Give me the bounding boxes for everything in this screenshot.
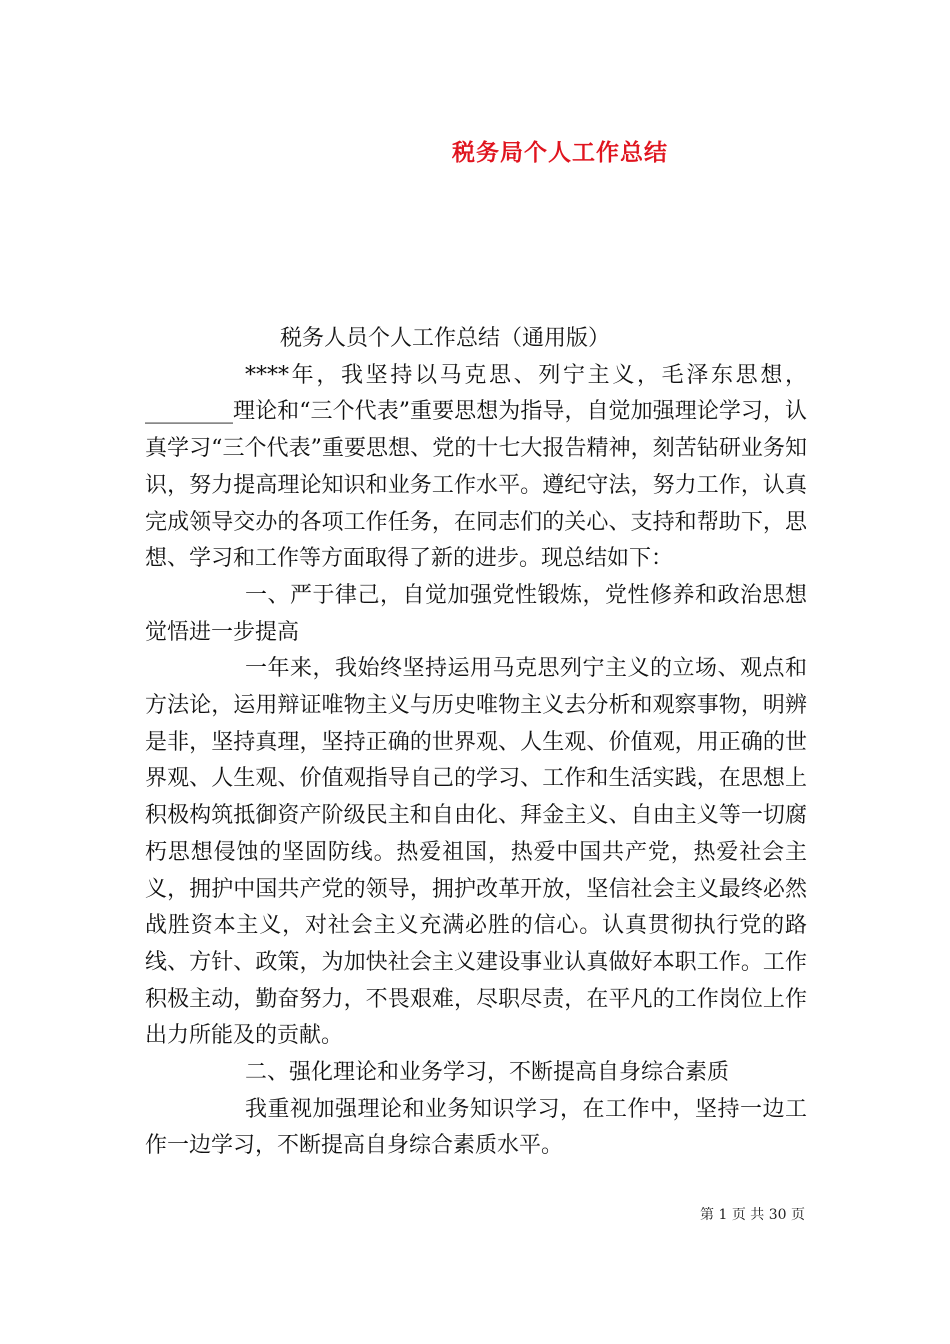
paragraph-section-2: 我重视加强理论和业务知识学习，在工作中，坚持一边工作一边学习，不断提高自身综合素质水平。	[145, 1096, 807, 1159]
document-subtitle: 税务人员个人工作总结（通用版）	[280, 326, 611, 351]
paragraph-intro: ****年，我坚持以马克思、列宁主义，毛泽东思想，________理论和“三个代表”重要思想为指导，自觉加强理论学习，认真学习“三个代表”重要思想、党的十七大报告精神，刻苦钻研业务知识，努力提高理论知识和业务工作水平。遵纪守法，努力工作，认真完成领导交办的各项工作任务，在同志们的关心、支持和帮助下，思想、学习和工作等方面取得了新的进步。现总结如下：	[145, 362, 807, 572]
section-heading-1: 一、严于律己，自觉加强党性锻炼，党性修养和政治思想觉悟进一步提高	[145, 582, 807, 645]
document-body	[145, 321, 807, 1165]
document-title: 税务局个人工作总结	[452, 139, 668, 166]
page-number: 第 1 页 共 30 页	[700, 1207, 805, 1223]
paragraph-section-1: 一年来，我始终坚持运用马克思列宁主义的立场、观点和方法论，运用辩证唯物主义与历史唯物主义去分析和观察事物，明辨是非，坚持真理，坚持正确的世界观、人生观、价值观，用正确的世界观、人生观、价值观指导自己的学习、工作和生活实践，在思想上积极构筑抵御资产阶级民主和自由化、拜金主义、自由主义等一切腐朽思想侵蚀的坚固防线。热爱祖国，热爱中国共产党，热爱社会主义，拥护中国共产党的领导，拥护改革开放，坚信社会主义最终必然战胜资本主义，对社会主义充满必胜的信心。认真贯彻执行党的路线、方针、政策，为加快社会主义建设事业认真做好本职工作。工作积极主动，勤奋努力，不畏艰难，尽职尽责，在平凡的工作岗位上作出力所能及的贡献。	[145, 656, 807, 1049]
section-heading-2: 二、强化理论和业务学习，不断提高自身综合素质	[245, 1060, 730, 1086]
